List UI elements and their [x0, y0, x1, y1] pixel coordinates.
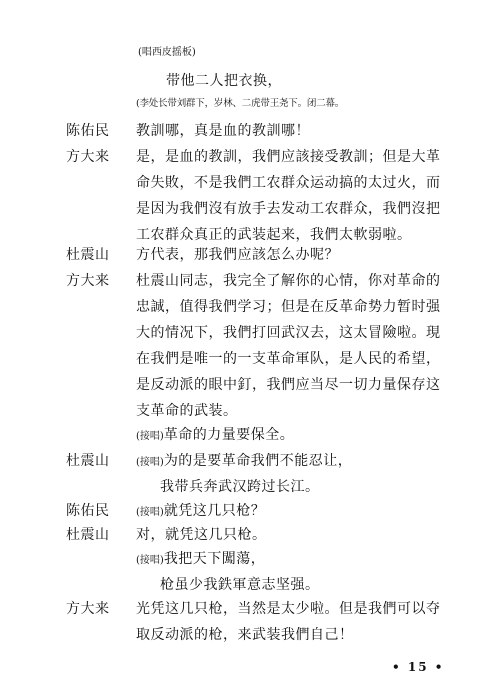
dialogue-line: 光凭这几只枪，当然是太少啦。但是我們可以夺: [136, 601, 441, 617]
dialogue-line: 大的情况下，我們打回武汉去，这太冒險啦。現: [136, 325, 441, 341]
sung-verse: 我带兵奔武汉跨过长江。: [160, 479, 320, 495]
dialogue-line: 命失敗，不是我們工农群众运动搞的太过火，而: [136, 175, 441, 191]
sung-prefix: (接唱): [136, 507, 164, 518]
dialogue-line: [136, 426, 294, 444]
stage-direction: (李处长带刘群下，岁林、二虎带王尧下。闭二幕。: [136, 98, 345, 109]
dialogue-line: 在我們是唯一的一支革命軍队，是人民的希望，: [136, 351, 441, 367]
dialogue-line: 工农群众真正的武装起来，我們太軟弱啦。: [136, 227, 412, 243]
sung-prefix: (接唱): [136, 457, 164, 468]
sung-text: 为的是要革命我們不能忍让，: [163, 453, 353, 469]
dialogue-line: 是反动派的眼中釘，我們应当尽一切力量保存这: [136, 377, 441, 393]
speaker-name: 杜震山: [66, 247, 110, 263]
sung-text: 我把天下闖蕩，: [163, 551, 266, 567]
speaker-name: 杜震山: [66, 527, 110, 543]
speaker-name: 方大来: [66, 601, 110, 617]
sung-text: 就凭这几只枪？: [163, 503, 266, 519]
speaker-name: 方大来: [66, 149, 110, 165]
dialogue-line: 对，就凭这几只枪。: [136, 527, 267, 543]
dialogue-line: [136, 550, 265, 568]
dialogue-line: 取反动派的枪，来武装我們自己！: [136, 627, 354, 643]
dialogue-line: 支革命的武装。: [136, 403, 238, 419]
dialogue-line: 教訓哪，真是血的教訓哪！: [136, 123, 310, 139]
dialogue-line: 杜震山同志，我完全了解你的心情，你对革命的: [136, 273, 441, 289]
dialogue-line: 是因为我們沒有放手去发动工农群众，我們沒把: [136, 201, 441, 217]
sung-text: 革命的力量要保全。: [163, 427, 295, 443]
sung-prefix: (接唱): [136, 431, 164, 442]
speaker-name: 杜震山: [66, 453, 110, 469]
speaker-name: 方大来: [66, 273, 110, 289]
dialogue-line: 是，是血的教訓，我們应該接受教訓；但是大革: [136, 149, 441, 165]
dialogue-line: [136, 502, 265, 520]
page-number: • 15 •: [392, 660, 445, 674]
sung-verse: 带他二人把衣换，: [166, 73, 282, 89]
dialogue-line: [136, 452, 352, 470]
sung-prefix: (接唱): [136, 555, 164, 566]
speaker-name: 陈佑民: [66, 123, 110, 139]
dialogue-line: 忠誠，值得我們学习；但是在反革命势力暂时强: [136, 299, 441, 315]
stage-direction: (唱西皮摇板): [138, 47, 196, 58]
sung-verse: 枪虽少我鉄軍意志坚强。: [160, 577, 320, 593]
speaker-name: 陈佑民: [66, 503, 110, 519]
dialogue-line: 方代表，那我們应該怎么办呢？: [136, 247, 339, 263]
